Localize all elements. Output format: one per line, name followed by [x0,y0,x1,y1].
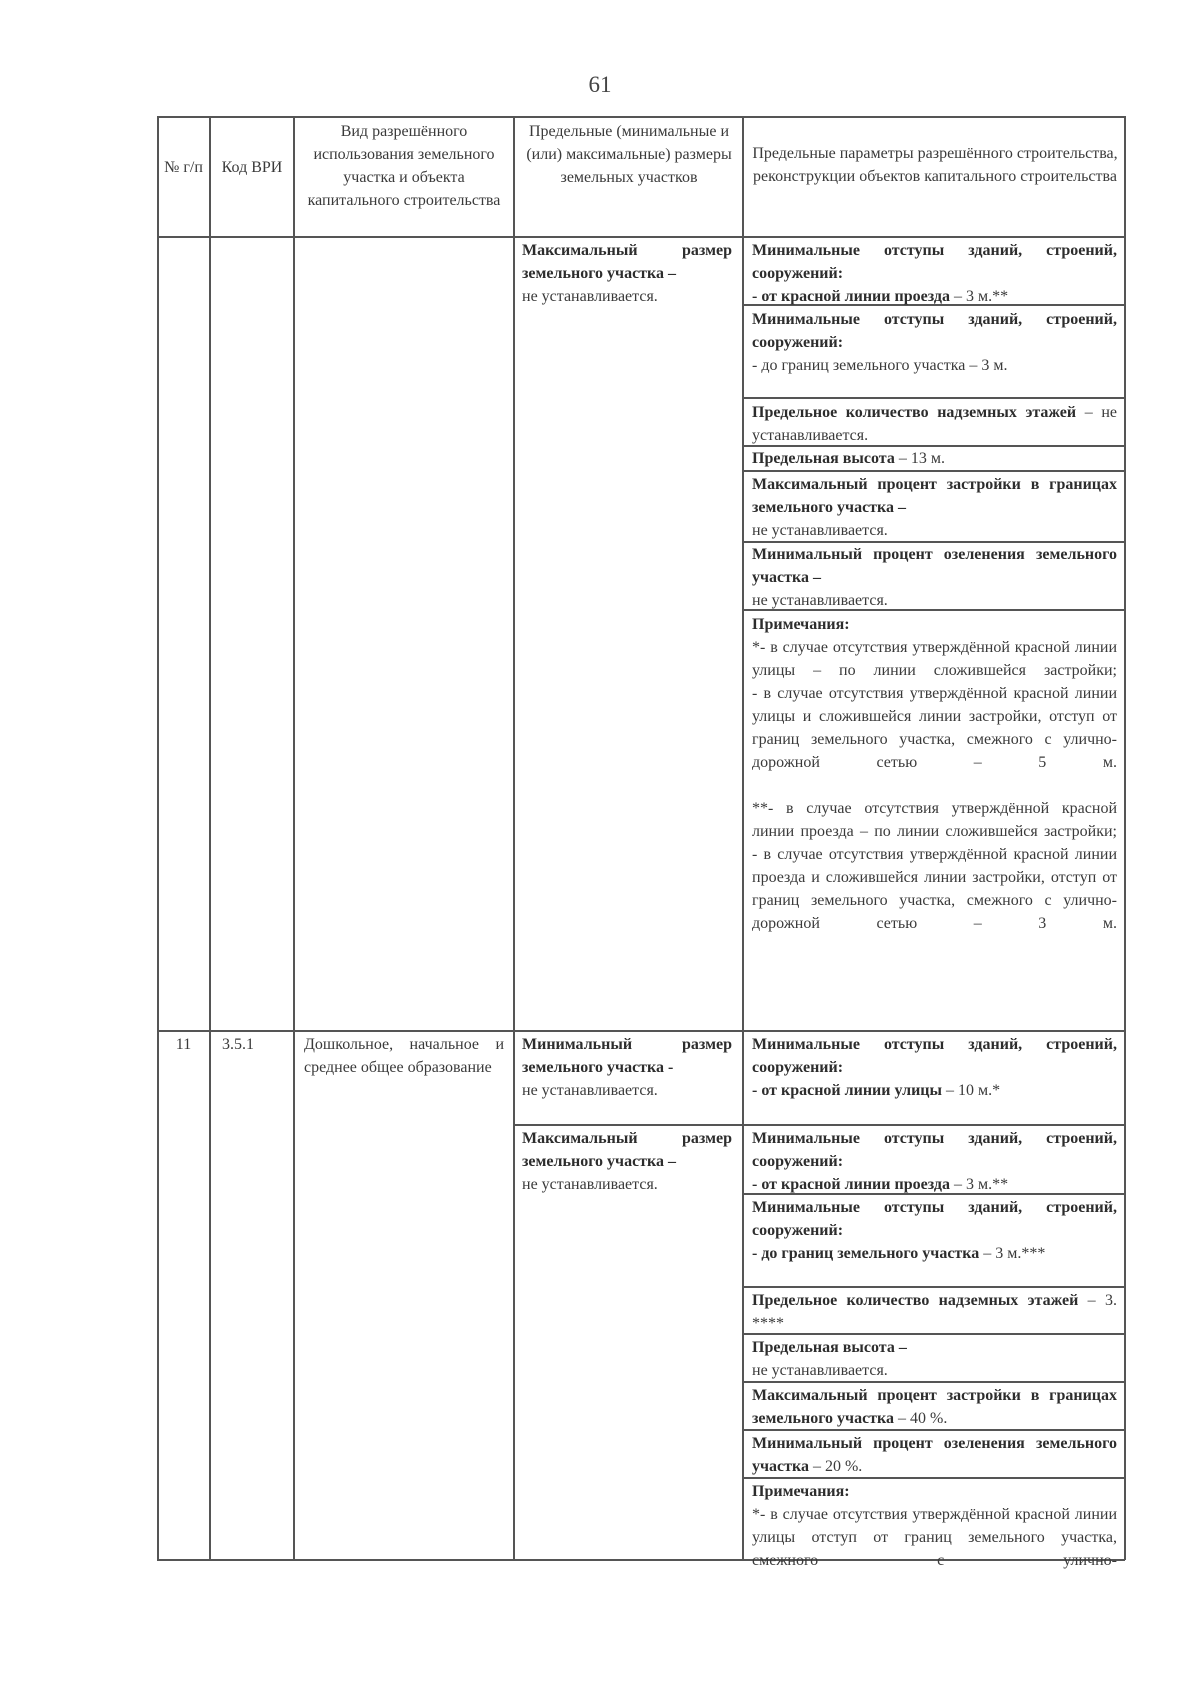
note2-1: *- в случае отсутствия утверждённой красной линии улицы отступ от границ земельного участка, смежного с улично- [752,1506,1117,1569]
note-1b: - в случае отсутствия утверждённой красной линии улицы и сложившейся линии застройки, отступ от границ земельного участка, смежного с улично-дорожной сетью – 5 м. [752,685,1117,771]
header-params: Предельные параметры разрешённого строительства, реконструкции объектов капитального строительства [752,145,1118,185]
page-number: 61 [588,72,612,97]
param-max-built: Максимальный процент застройки в границах земельного участка – не устанавливается. [752,476,1117,539]
min-plot-size: Минимальный размер земельного участка - не устанавливается. [522,1036,732,1099]
note-2b: - в случае отсутствия утверждённой красной линии проезда и сложившейся линии застройки, отступ от границ земельного участка, смежного с улично-дорожной сетью – 3 м. [752,846,1117,932]
row-number: 11 [175,1036,192,1053]
header-sizes: Предельные (минимальные и (или) максимальные) размеры земельных участков [526,123,732,186]
param2-setback-street: Минимальные отступы зданий, строений, сооружений: - от красной линии улицы – 10 м.* [752,1036,1117,1099]
param2-setback-driveway: Минимальные отступы зданий, строений, сооружений: - от красной линии проезда – 3 м.** [752,1130,1117,1193]
note-1a: *- в случае отсутствия утверждённой красной линии улицы – по линии сложившейся застройки; [752,639,1117,679]
param2-max-built: Максимальный процент застройки в границах земельного участка – 40 %. [752,1387,1117,1427]
param2-floors: Предельное количество надземных этажей – 3. **** [752,1292,1117,1332]
max-plot-size-2: Максимальный размер земельного участка – не устанавливается. [522,1130,732,1193]
header-number: № г/п [164,159,203,176]
header-code: Код ВРИ [221,159,283,176]
param-setback-driveway: Минимальные отступы зданий, строений, сооружений: - от красной линии проезда – 3 м.** [752,242,1117,305]
max-plot-size-label: Максимальный размер земельного участка – [522,242,732,282]
param-height: Предельная высота – 13 м. [752,450,945,467]
notes-title: Примечания: [752,616,850,633]
notes-title-2: Примечания: [752,1483,850,1500]
row-code: 3.5.1 [222,1036,254,1053]
note-2a: **- в случае отсутствия утверждённой красной линии проезда – по линии сложившейся застройки; [752,800,1117,840]
notes-block1 [752,613,1117,935]
param-floors: Предельное количество надземных этажей – не устанавливается. [752,404,1117,444]
max-plot-size-value: не устанавливается. [522,288,658,305]
param2-height: Предельная высота – не устанавливается. [752,1339,907,1379]
param-setback-boundary: Минимальные отступы зданий, строений, сооружений: - до границ земельного участка – 3 м. [752,311,1117,374]
param2-min-green: Минимальный процент озеленения земельного участка – 20 %. [752,1435,1117,1475]
max-plot-size [522,239,732,308]
param-min-green: Минимальный процент озеленения земельного участка – не устанавливается. [752,546,1117,609]
param2-setback-boundary: Минимальные отступы зданий, строений, сооружений: - до границ земельного участка – 3 м.*** [752,1199,1117,1262]
header-kind: Вид разрешённого использования земельного участка и объекта капитального строительства [307,123,501,209]
row-kind: Дошкольное, начальное и среднее общее образование [304,1036,504,1076]
notes-block2 [752,1480,1117,1572]
